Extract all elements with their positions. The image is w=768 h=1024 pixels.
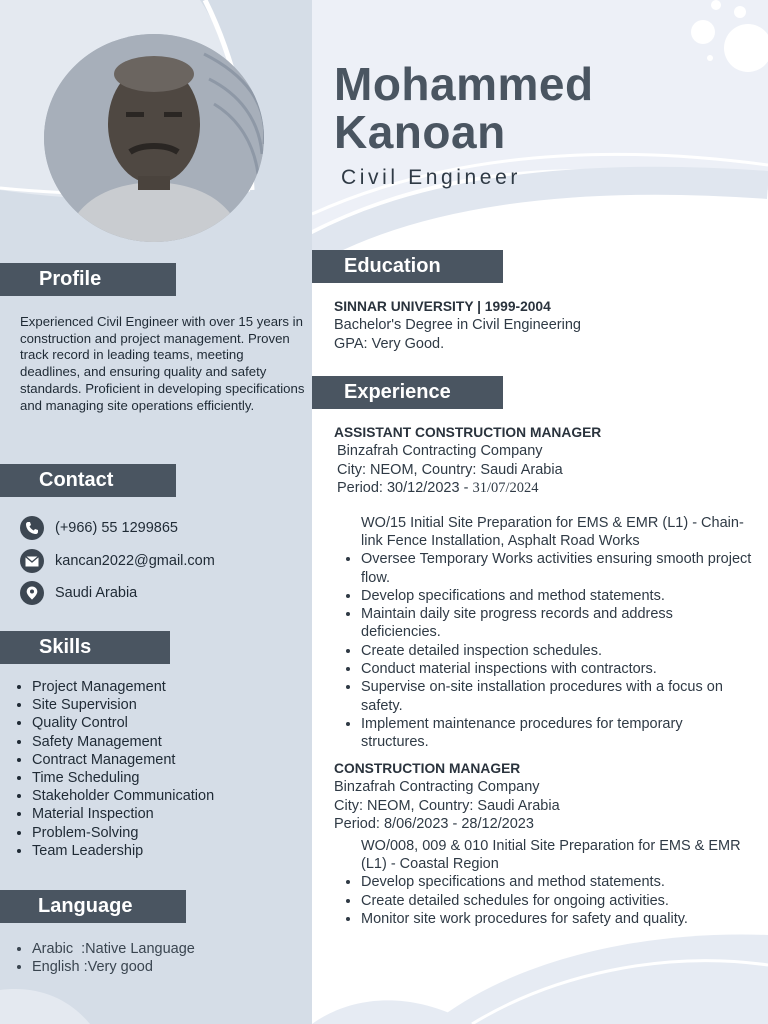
education-school: SINNAR UNIVERSITY | 1999-2004 — [334, 299, 551, 314]
skills-heading-bar — [0, 631, 170, 664]
education-heading: Education — [344, 255, 441, 277]
job-1-duties — [334, 514, 754, 752]
job-1-intro: WO/15 Initial Site Preparation for EMS & EMR (L1) - Chain-link Fence Installation, Asphalt Road Works — [361, 514, 744, 549]
name-last: Kanoan — [334, 106, 506, 158]
location-pin-icon — [20, 581, 44, 605]
job-2-duty: • Monitor site work procedures for safety and quality. — [361, 910, 754, 928]
job-2-period: Period: 8/06/2023 - 28/12/2023 — [334, 816, 534, 833]
profile-photo — [44, 34, 264, 242]
education-block — [334, 298, 754, 353]
job-2-duties — [334, 837, 754, 928]
job-1-city: City: NEOM, Country: Saudi Arabia — [337, 461, 563, 478]
skills-heading: Skills — [39, 636, 92, 658]
phone-text[interactable]: (+966) 55 1299865 — [55, 520, 178, 536]
job-1-duty: • Develop specifications and method statements. — [361, 587, 754, 605]
job-title: Civil Engineer — [341, 166, 521, 189]
job-2-company: Binzafrah Contracting Company — [334, 779, 540, 796]
contact-phone — [20, 516, 178, 540]
profile-text: Experienced Civil Engineer with over 15 years in construction and project management. Proven track record in leading teams, meeting deadlines, and ensuring quality and safety standards. Proficient in developing specifications and managing site operations efficiently. — [20, 314, 305, 413]
language-item: • Arabic :Native Language — [32, 940, 195, 958]
skill-item: • Team Leadership — [32, 842, 214, 860]
job-2 — [334, 760, 754, 928]
language-heading: Language — [38, 895, 133, 917]
language-list — [0, 940, 195, 976]
profile-heading-bar — [0, 263, 176, 296]
contact-location — [20, 581, 137, 605]
email-text[interactable]: kancan2022@gmail.com — [55, 553, 215, 569]
job-1-period — [334, 479, 754, 497]
job-2-duty: • Create detailed schedules for ongoing activities. — [361, 892, 754, 910]
location-text: Saudi Arabia — [55, 585, 138, 601]
skills-list — [0, 678, 214, 860]
education-heading-bar — [312, 250, 503, 283]
job-2-role: CONSTRUCTION MANAGER — [334, 761, 521, 776]
job-2-city: City: NEOM, Country: Saudi Arabia — [334, 797, 560, 814]
contact-heading: Contact — [39, 469, 114, 491]
skill-item: • Contract Management — [32, 751, 214, 769]
skill-item: • Problem-Solving — [32, 824, 214, 842]
education-gpa: GPA: Very Good. — [334, 335, 445, 352]
job-1-duty: • Oversee Temporary Works activities ensuring smooth project flow. — [361, 550, 754, 587]
left-panel — [0, 0, 312, 1024]
job-1-duty: • Maintain daily site progress records and address deficiencies. — [361, 605, 754, 642]
language-heading-bar — [0, 890, 186, 923]
skill-item: • Material Inspection — [32, 805, 214, 823]
education-degree: Bachelor's Degree in Civil Engineering — [334, 317, 581, 334]
skill-item: • Time Scheduling — [32, 769, 214, 787]
job-2-duty: • Develop specifications and method statements. — [361, 873, 754, 891]
job-1-duty: • Implement maintenance procedures for temporary structures. — [361, 715, 754, 752]
skill-item: • Safety Management — [32, 733, 214, 751]
skill-item: • Project Management — [32, 678, 214, 696]
email-icon — [20, 549, 44, 573]
job-1-role: ASSISTANT CONSTRUCTION MANAGER — [334, 425, 602, 440]
phone-icon — [20, 516, 44, 540]
profile-heading: Profile — [39, 268, 102, 290]
job-1-duty: • Create detailed inspection schedules. — [361, 642, 754, 660]
job-2-intro: WO/008, 009 & 010 Initial Site Preparation for EMS & EMR (L1) - Coastal Region — [361, 837, 741, 872]
experience-heading-bar — [312, 376, 503, 409]
name-heading — [334, 60, 594, 156]
job-1-period-start: Period: 30/12/2023 - — [337, 480, 473, 497]
contact-heading-bar — [0, 464, 176, 497]
language-item: • English :Very good — [32, 958, 195, 976]
skill-item: • Site Supervision — [32, 696, 214, 714]
name-first: Mohammed — [334, 58, 594, 110]
job-1-period-end: 31/07/2024 — [472, 480, 539, 497]
job-1-company: Binzafrah Contracting Company — [337, 443, 543, 460]
job-1 — [334, 424, 754, 751]
skill-item: • Quality Control — [32, 714, 214, 732]
contact-email — [20, 549, 215, 573]
job-1-duty: • Conduct material inspections with contractors. — [361, 660, 754, 678]
experience-heading: Experience — [344, 381, 451, 403]
job-1-duty: • Supervise on-site installation procedures with a focus on safety. — [361, 678, 754, 715]
skill-item: • Stakeholder Communication — [32, 787, 214, 805]
